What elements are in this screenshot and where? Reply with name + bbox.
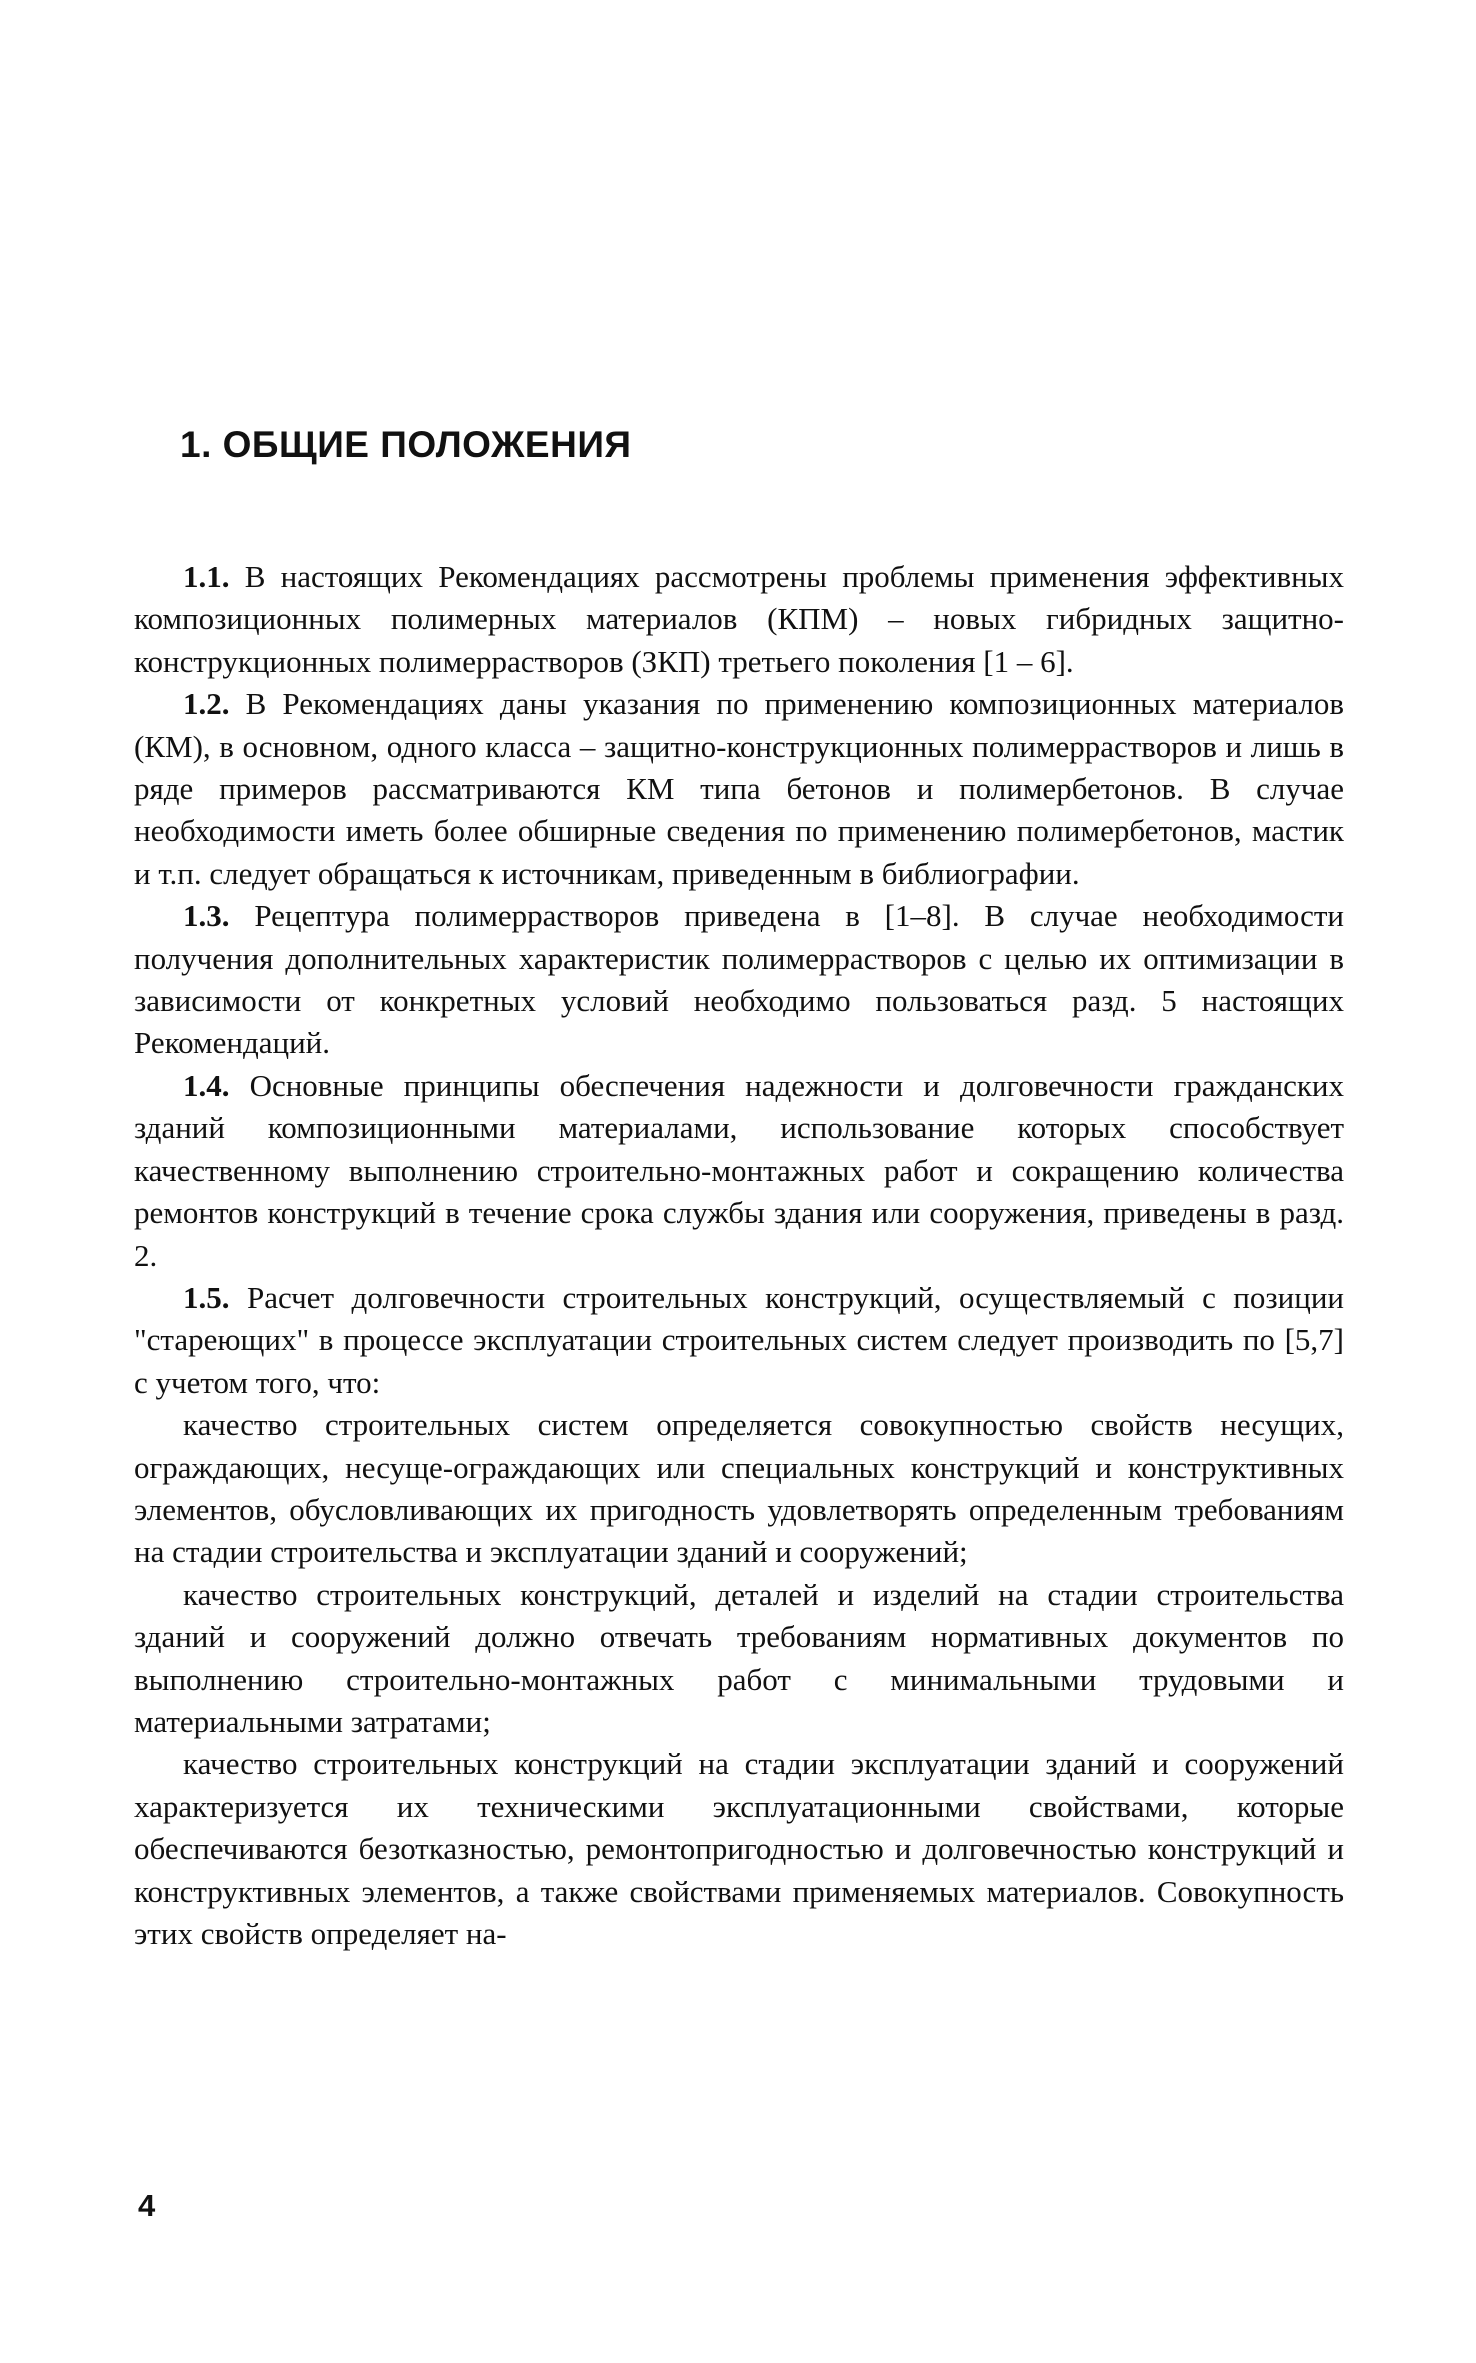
paragraph-number: 1.2. [183,686,230,722]
paragraph-1-3 [134,895,1344,1065]
body-text [134,556,1344,1955]
paragraph-text: Рецептура полимеррастворов приведена в [1–8]. В случае необходимости получения дополнительных характеристик полимеррастворов с целью их оптимизации в зависимости от конкретных условий необходимо пользоваться разд. 5 настоящих Рекомендаций. [134,898,1345,1061]
section-heading: 1. ОБЩИЕ ПОЛОЖЕНИЯ [180,424,632,465]
list-item-quality-construction [134,1574,1344,1744]
paragraph-1-5 [134,1277,1344,1404]
paragraph-text: качество строительных конструкций на стадии эксплуатации зданий и сооружений характеризуется их техническими эксплуатационными свойствами, которые обеспечиваются безотказностью, ремонтопригодностью и долговечностью конструкций и конструктивных элементов, а также свойствами применяемых материалов. Совокупность этих свойств определяет на- [134,1746,1344,1951]
paragraph-text: Расчет долговечности строительных конструкций, осуществляемый с позиции "стареющих" в процессе эксплуатации строительных систем следует производить по [5,7] с учетом того, что: [134,1279,1345,1400]
paragraph-number: 1.1. [183,559,230,594]
paragraph-number: 1.4. [183,1067,230,1103]
paragraph-text: В Рекомендациях даны указания по применению композиционных материалов (КМ), в основном, одного класса – защитно-конструкционных полимеррастворов и лишь в ряде примеров рассматриваются КМ типа бетонов и полимербетонов. В случае необходимости иметь более обширные сведения по применению полимербетонов, мастик и т.п. следует обращаться к источникам, приведенным в библиографии. [134,686,1345,891]
paragraph-1-4 [134,1065,1344,1277]
paragraph-text: качество строительных конструкций, деталей и изделий на стадии строительства зданий и сооружений должно отвечать требованиям нормативных документов по выполнению строительно-монтажных работ с минимальными трудовыми и материальными затратами; [134,1576,1344,1739]
paragraph-text: качество строительных систем определяется совокупностью свойств несущих, ограждающих, несуще-ограждающих или специальных конструкций и конструктивных элементов, обусловливающих их пригодность удовлетворять определенным требованиям на стадии строительства и эксплуатации зданий и сооружений; [134,1407,1344,1570]
list-item-quality-operation [134,1743,1344,1955]
paragraph-text: В настоящих Рекомендациях рассмотрены проблемы применения эффективных композиционных полимерных материалов (КПМ) – новых гибридных защитно-конструкционных полимеррастворов (ЗКП) третьего поколения [1 – 6]. [134,559,1344,679]
paragraph-number: 1.5. [183,1279,230,1315]
paragraph-number: 1.3. [183,898,230,934]
paragraph-text: Основные принципы обеспечения надежности и долговечности гражданских зданий композиционными материалами, использование которых способствует качественному выполнению строительно-монтажных работ и сокращению количества ремонтов конструкций в течение срока службы здания или сооружения, приведены в разд. 2. [134,1067,1345,1273]
paragraph-1-1 [134,556,1344,683]
list-item-quality-systems [134,1404,1344,1574]
paragraph-1-2 [134,683,1344,895]
page-number: 4 [138,2188,156,2223]
